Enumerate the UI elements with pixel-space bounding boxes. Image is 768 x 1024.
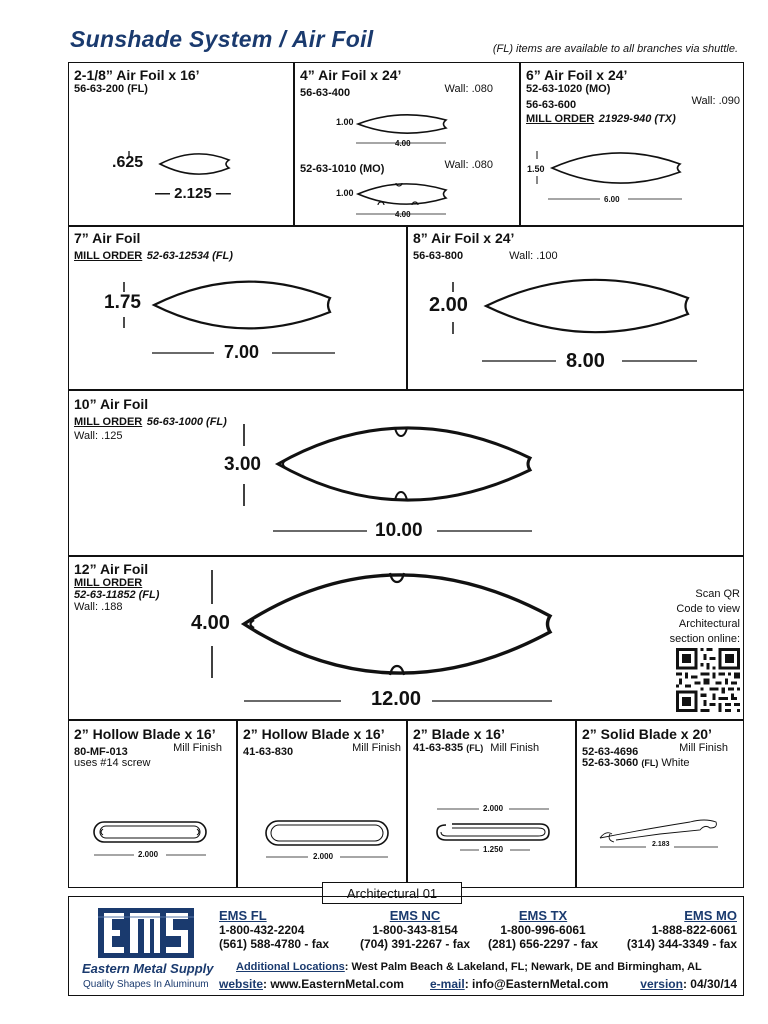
website-url[interactable]: : www.EasternMetal.com xyxy=(263,977,404,991)
branch-mo xyxy=(627,908,737,951)
branch-phone: 1-888-822-6061 xyxy=(651,923,737,937)
part-number: 56-63-400 xyxy=(300,87,351,99)
fl-tag: (FL) xyxy=(466,743,484,753)
branch-fax: (704) 391-2267 - fax xyxy=(360,937,471,951)
product-name: 6” Air Foil x 24’ xyxy=(526,67,628,83)
mill-part: 21929-940 (TX) xyxy=(598,113,676,125)
branch-name[interactable]: EMS NC xyxy=(389,908,441,923)
note: uses #14 screw xyxy=(74,757,151,769)
width-dim: — 2.125 — xyxy=(155,185,231,202)
width-dim: 12.00 xyxy=(371,688,422,710)
finish: Mill Finish xyxy=(490,742,540,754)
qr-text: Architectural xyxy=(678,618,740,630)
part-number: 56-63-800 xyxy=(413,250,464,262)
width-dim: 2.000 xyxy=(313,852,334,861)
height-dim: 3.00 xyxy=(224,454,261,475)
part-number: 41-63-830 xyxy=(243,746,294,758)
width-dim: 8.00 xyxy=(566,350,605,372)
part-number: 41-63-835 xyxy=(413,742,464,754)
email-address[interactable]: : info@EasternMetal.com xyxy=(464,977,609,991)
width-dim: 2.000 xyxy=(138,850,159,859)
qr-text: section online: xyxy=(669,633,740,645)
mill-part: 52-63-12534 (FL) xyxy=(146,250,233,262)
product-name: 8” Air Foil x 24’ xyxy=(413,230,515,246)
width-dim: 10.00 xyxy=(375,520,423,541)
company-name: Eastern Metal Supply xyxy=(82,961,214,976)
wall-thickness: Wall: .090 xyxy=(691,95,740,107)
finish: White xyxy=(661,757,690,769)
branch-fax: (314) 344-3349 - fax xyxy=(626,937,737,951)
height-dim: 4.00 xyxy=(191,612,230,634)
website-row xyxy=(219,977,404,991)
additional-locations xyxy=(236,961,702,973)
height-dim: 2.00 xyxy=(429,294,468,316)
width-dim: 2.000 xyxy=(483,804,504,813)
branch-fax: (281) 656-2297 - fax xyxy=(488,937,599,951)
height-dim: 1.250 xyxy=(483,845,504,854)
part-number: 52-63-1020 (MO) xyxy=(526,83,611,95)
product-name: 2” Solid Blade x 20’ xyxy=(582,726,712,742)
product-name: 4” Air Foil x 24’ xyxy=(300,67,402,83)
product-name: 7” Air Foil xyxy=(74,230,141,246)
email-label[interactable]: e-mail xyxy=(430,977,465,991)
height-dim: .625 xyxy=(112,154,144,171)
finish: Mill Finish xyxy=(173,742,222,754)
part-number: 80-MF-013 xyxy=(74,746,128,758)
mill-order-label: MILL ORDER xyxy=(74,416,143,428)
page-label: Architectural 01 xyxy=(322,882,462,904)
part-number: 52-63-4696 xyxy=(582,746,639,758)
branch-name[interactable]: EMS MO xyxy=(684,908,737,923)
page-title: Sunshade System / Air Foil xyxy=(70,26,374,52)
version-date: : 04/30/14 xyxy=(682,977,737,991)
website-label[interactable]: website xyxy=(219,977,264,991)
branch-fl xyxy=(219,908,329,951)
part-number: 52-63-1010 (MO) xyxy=(300,163,385,175)
branch-phone: 1-800-343-8154 xyxy=(372,923,458,937)
part-number: 56-63-200 (FL) xyxy=(74,83,148,95)
product-name: 2-1/8” Air Foil x 16’ xyxy=(74,67,200,83)
mill-order-label: MILL ORDER xyxy=(526,113,595,125)
locations-label[interactable]: Additional Locations xyxy=(236,961,345,973)
tagline: Quality Shapes In Aluminum xyxy=(83,979,209,990)
finish: Mill Finish xyxy=(352,742,401,754)
branch-nc xyxy=(360,908,470,951)
product-name: 2” Hollow Blade x 16’ xyxy=(243,726,385,742)
product-name: 12” Air Foil xyxy=(74,561,149,577)
shuttle-note: (FL) items are available to all branches via shuttle. xyxy=(492,43,738,55)
branch-name[interactable]: EMS FL xyxy=(219,908,267,923)
email-row xyxy=(430,977,608,991)
mill-part: 52-63-11852 (FL) xyxy=(74,589,160,601)
branch-tx xyxy=(488,908,598,951)
part-number: 52-63-3060 xyxy=(582,757,639,769)
finish: Mill Finish xyxy=(679,742,728,754)
branch-contacts xyxy=(219,908,737,992)
width-dim: 7.00 xyxy=(224,342,260,362)
mill-order-label: MILL ORDER xyxy=(74,250,143,262)
width-dim: 4.00 xyxy=(395,210,411,219)
height-dim: 1.00 xyxy=(336,188,354,198)
wall-thickness: Wall: .188 xyxy=(74,601,123,613)
width-dim: 2.183 xyxy=(652,841,670,848)
height-dim: 1.50 xyxy=(527,164,545,174)
wall-thickness: Wall: .080 xyxy=(444,159,493,171)
product-name: 2” Blade x 16’ xyxy=(413,726,505,742)
fl-tag: (FL) xyxy=(641,758,659,768)
branch-name[interactable]: EMS TX xyxy=(518,908,568,923)
version-label: version xyxy=(640,977,683,991)
locations-text: : West Palm Beach & Lakeland, FL; Newark, DE and Birmingham, AL xyxy=(344,961,702,973)
branch-phone: 1-800-996-6061 xyxy=(500,923,586,937)
mill-part: 56-63-1000 (FL) xyxy=(146,416,227,428)
wall-thickness: Wall: .125 xyxy=(74,430,123,442)
height-dim: 1.75 xyxy=(104,292,141,313)
wall-thickness: Wall: .100 xyxy=(509,250,558,262)
width-dim: 4.00 xyxy=(395,139,411,148)
qr-text: Scan QR xyxy=(695,588,740,600)
height-dim: 1.00 xyxy=(336,117,354,127)
product-name: 10” Air Foil xyxy=(74,396,149,412)
qr-text: Code to view xyxy=(676,603,740,615)
branch-phone: 1-800-432-2204 xyxy=(219,923,305,937)
wall-thickness: Wall: .080 xyxy=(444,83,493,95)
width-dim: 6.00 xyxy=(604,195,620,204)
version-row xyxy=(640,977,737,991)
product-name: 2” Hollow Blade x 16’ xyxy=(74,726,216,742)
branch-fax: (561) 588-4780 - fax xyxy=(219,937,330,951)
part-number: 56-63-600 xyxy=(526,99,577,111)
mill-order-label: MILL ORDER xyxy=(74,577,143,589)
